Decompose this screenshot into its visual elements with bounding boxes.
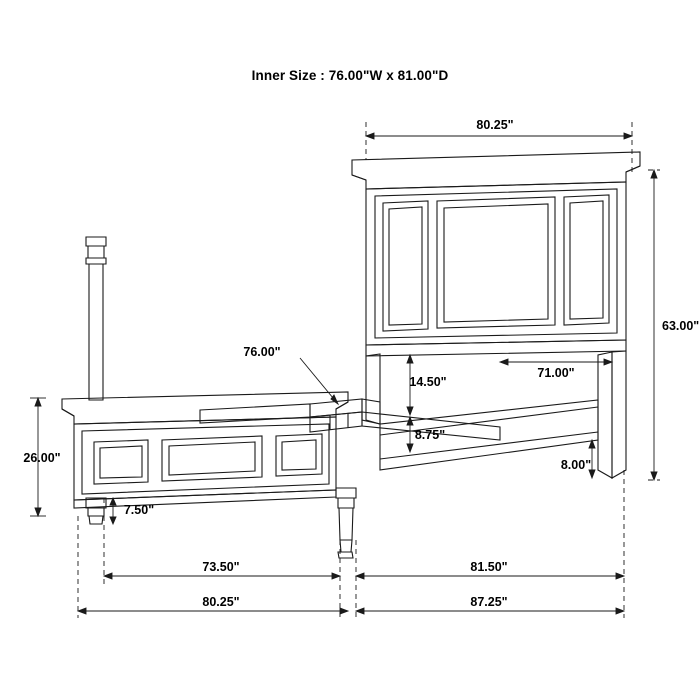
footboard-left-post (86, 237, 106, 524)
dim-rail-to-headboard: 14.50" (409, 375, 447, 389)
dim-bed-length-overall: 81.50" (470, 560, 508, 574)
dim-foot-post-height: 7.50" (123, 503, 155, 517)
dim-headboard-width: 80.25" (476, 118, 514, 132)
dim-headboard-height: 63.00" (662, 319, 700, 333)
dim-slat-height: 8.75" (414, 428, 446, 442)
dim-footboard-height: 26.00" (23, 451, 61, 465)
dim-footboard-width: 73.50" (202, 560, 240, 574)
page-title: Inner Size : 76.00"W x 81.00"D (251, 68, 449, 83)
dim-side-rail-height: 8.00" (560, 458, 592, 472)
dim-headboard-panel-width: 71.00" (537, 366, 575, 380)
footboard-right-post (336, 488, 356, 558)
dim-mattress-width: 76.00" (243, 345, 281, 359)
dim-footboard-outer-width: 80.25" (202, 595, 240, 609)
dim-bed-depth-overall: 87.25" (470, 595, 508, 609)
